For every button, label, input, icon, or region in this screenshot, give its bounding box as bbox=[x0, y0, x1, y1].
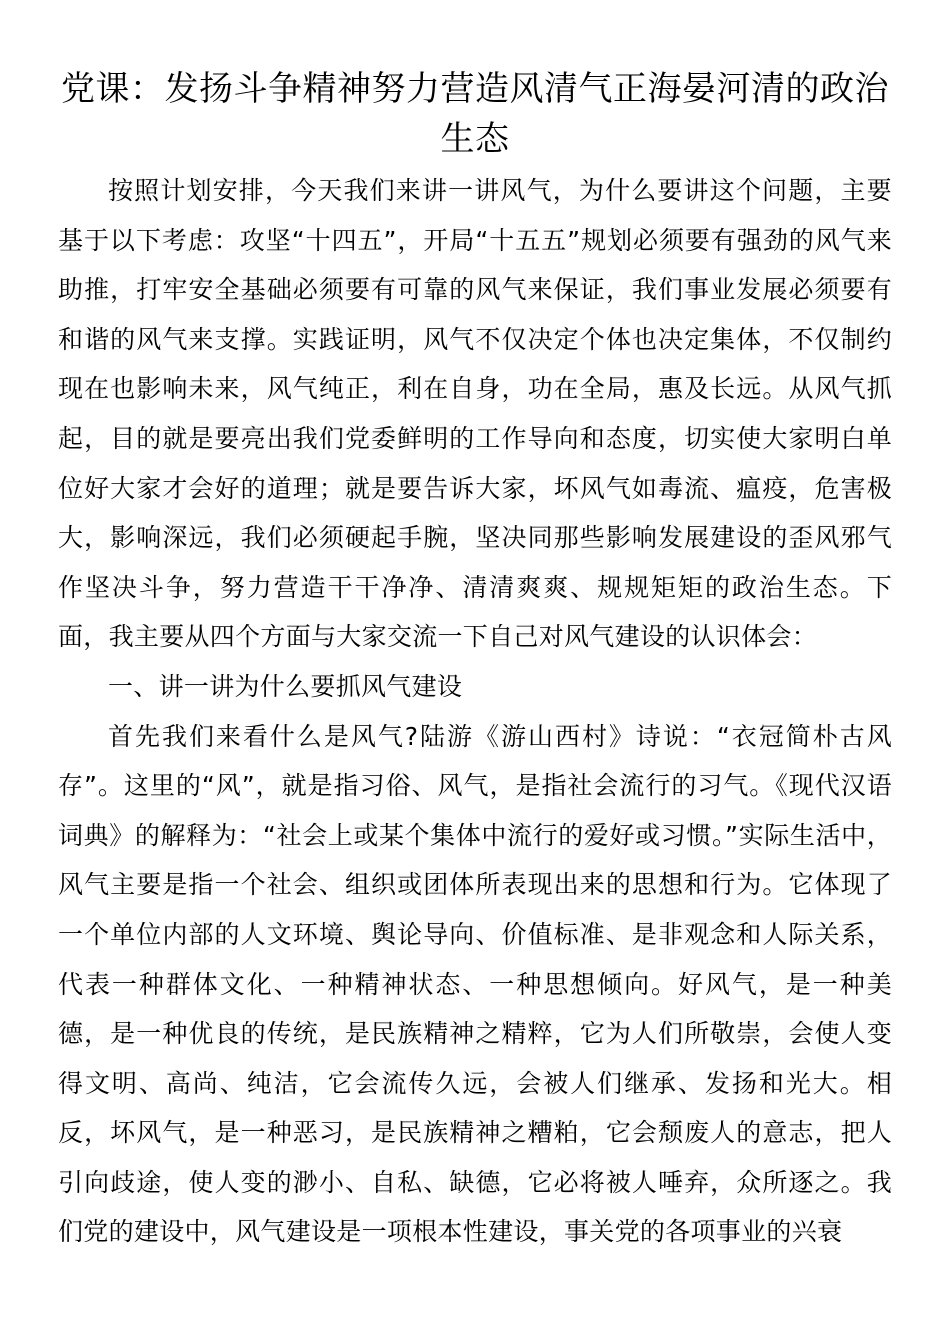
intro-paragraph: 按照计划安排，今天我们来讲一讲风气，为什么要讲这个问题，主要基于以下考虑：攻坚“十四五”，开局“十五五”规划必须要有强劲的风气来助推，打牢安全基础必须要有可靠的风气来保证，我们事业发展必须要有和谐的风气来支撑。实践证明，风气不仅决定个体也决定集体，不仅制约现在也影响未来，风气纯正，利在自身，功在全局，惠及长远。从风气抓起，目的就是要亮出我们党委鲜明的工作导向和态度，切实使大家明白单位好大家才会好的道理；就是要告诉大家，坏风气如毒流、瘟疫，危害极大，影响深远，我们必须硬起手腕，坚决同那些影响发展建设的歪风邪气作坚决斗争，努力营造干干净净、清清爽爽、规规矩矩的政治生态。下面，我主要从四个方面与大家交流一下自己对风气建设的认识体会： bbox=[58, 176, 892, 652]
document-title: 党课：发扬斗争精神努力营造风清气正海晏河清的政治生态 bbox=[61, 69, 889, 159]
section-heading-1: 一、讲一讲为什么要抓风气建设 bbox=[108, 671, 463, 701]
section-1-paragraph: 首先我们来看什么是风气?陆游《游山西村》诗说：“衣冠简朴古风存”。这里的“风”，就是指习俗、风气，是指社会流行的习气。《现代汉语词典》的解释为：“社会上或某个集体中流行的爱好或习惯。”实际生活中，风气主要是指一个社会、组织或团体所表现出来的思想和行为。它体现了一个单位内部的人文环境、舆论导向、价值标准、是非观念和人际关系，代表一种群体文化、一种精神状态、一种思想倾向。好风气，是一种美德，是一种优良的传统，是民族精神之精粹，它为人们所敬崇，会使人变得文明、高尚、纯洁，它会流传久远，会被人们继承、发扬和光大。相反，坏风气，是一种恶习，是民族精神之糟粕，它会颓废人的意志，把人引向歧途，使人变的渺小、自私、缺德，它必将被人唾弃，众所逐之。我们党的建设中，风气建设是一项根本性建设，事关党的各项事业的兴衰 bbox=[58, 721, 892, 1247]
document-body bbox=[58, 166, 892, 1257]
